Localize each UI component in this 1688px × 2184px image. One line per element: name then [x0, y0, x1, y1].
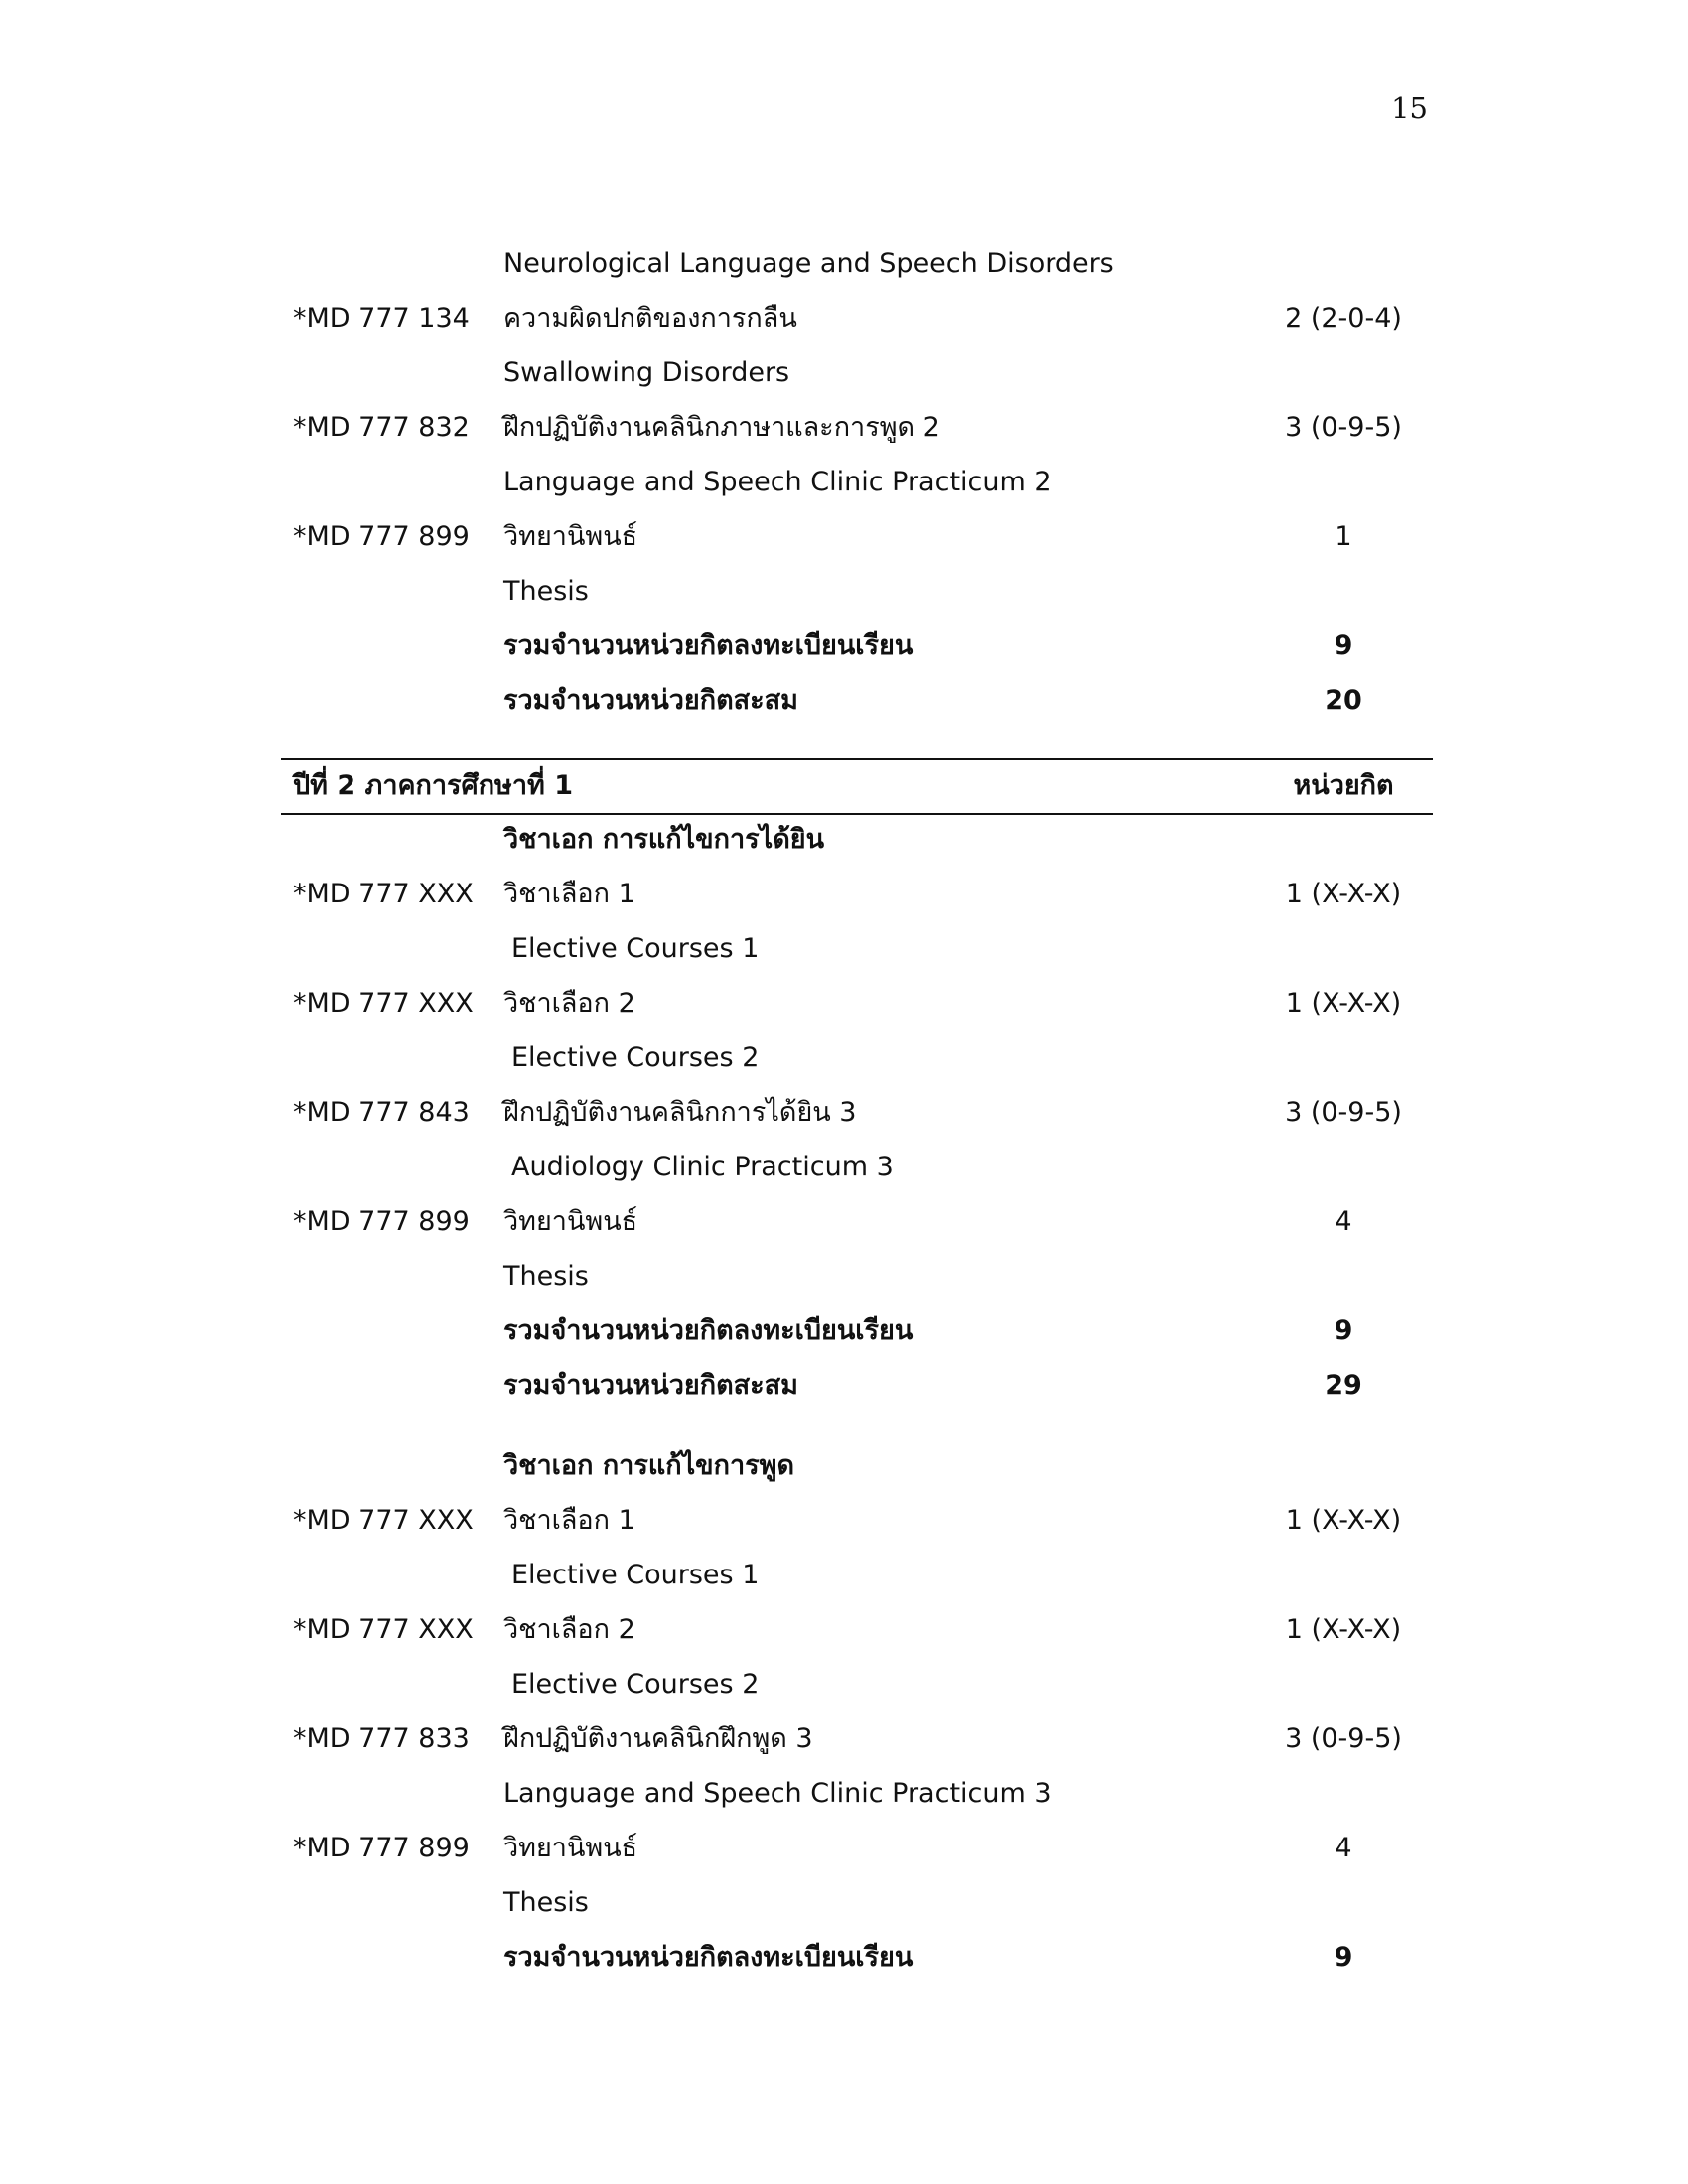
course-row — [281, 404, 1433, 452]
course-credits: 1 — [1335, 521, 1352, 552]
total-accumulated-label: รวมจำนวนหน่วยกิตสะสม — [503, 1370, 798, 1401]
course-title-en-row — [281, 349, 1433, 397]
course-title-en-row — [281, 1253, 1433, 1300]
course-credits: 1 (X-X-X) — [1285, 879, 1402, 909]
course-title-en: Thesis — [503, 576, 589, 607]
total-registered-label: รวมจำนวนหน่วยกิตลงทะเบียนเรียน — [503, 630, 914, 661]
course-title-th: ฝึกปฏิบัติงานคลินิกภาษาและการพูด 2 — [503, 412, 940, 443]
course-credits: 3 (0-9-5) — [1285, 412, 1402, 443]
total-registered-label: รวมจำนวนหน่วยกิตลงทะเบียนเรียน — [503, 1315, 914, 1346]
course-title-en-row — [281, 459, 1433, 506]
course-title-en: Language and Speech Clinic Practicum 3 — [503, 1778, 1052, 1809]
course-title-th: วิชาเลือก 1 — [503, 1505, 635, 1536]
total-accumulated-value: 20 — [1325, 685, 1362, 716]
major-title: วิชาเอก การแก้ไขการพูด — [503, 1450, 794, 1481]
course-title-en: Audiology Clinic Practicum 3 — [511, 1152, 894, 1182]
course-credits: 3 (0-9-5) — [1285, 1097, 1402, 1128]
course-row — [281, 1715, 1433, 1763]
course-credits: 4 — [1335, 1206, 1352, 1237]
course-code: *MD 777 899 — [293, 1833, 470, 1863]
course-title-en-row — [281, 240, 1433, 288]
course-row — [281, 1089, 1433, 1137]
course-title-en: Elective Courses 1 — [511, 1560, 760, 1590]
course-title-th: วิชาเลือก 2 — [503, 1614, 635, 1645]
total-registered-row — [281, 1307, 1433, 1355]
course-title-en: Elective Courses 2 — [511, 1669, 760, 1700]
course-code: *MD 777 XXX — [293, 988, 474, 1019]
course-title-en-row — [281, 1552, 1433, 1599]
course-title-en-row — [281, 925, 1433, 973]
course-code: *MD 777 899 — [293, 1206, 470, 1237]
major-title: วิชาเอก การแก้ไขการได้ยิน — [503, 824, 825, 855]
major-title-row — [281, 1442, 1433, 1490]
semester-title: ปีที่ 2 ภาคการศึกษาที่ 1 — [293, 770, 573, 801]
course-title-th: วิทยานิพนธ์ — [503, 1206, 638, 1237]
total-accumulated-row — [281, 1362, 1433, 1410]
course-title-en: Elective Courses 2 — [511, 1042, 760, 1073]
course-title-en: Language and Speech Clinic Practicum 2 — [503, 467, 1052, 497]
course-row — [281, 1825, 1433, 1872]
header-rule-bottom — [281, 813, 1433, 815]
total-accumulated-label: รวมจำนวนหน่วยกิตสะสม — [503, 685, 798, 716]
page-number: 15 — [1391, 91, 1428, 125]
total-registered-row — [281, 1934, 1433, 1981]
course-credits: 2 (2-0-4) — [1285, 303, 1402, 334]
total-accumulated-row — [281, 677, 1433, 725]
total-accumulated-value: 29 — [1325, 1370, 1362, 1401]
course-row — [281, 1497, 1433, 1545]
course-title-en: Elective Courses 1 — [511, 933, 760, 964]
course-row — [281, 1198, 1433, 1246]
course-code: *MD 777 843 — [293, 1097, 470, 1128]
course-credits: 1 (X-X-X) — [1285, 1614, 1402, 1645]
course-title-th: วิทยานิพนธ์ — [503, 1833, 638, 1863]
course-title-en-row — [281, 1144, 1433, 1191]
course-credits: 4 — [1335, 1833, 1352, 1863]
course-code: *MD 777 XXX — [293, 1614, 474, 1645]
course-code: *MD 777 XXX — [293, 1505, 474, 1536]
course-code: *MD 777 832 — [293, 412, 470, 443]
course-title-en: Thesis — [503, 1261, 589, 1292]
total-registered-label: รวมจำนวนหน่วยกิตลงทะเบียนเรียน — [503, 1942, 914, 1973]
course-code: *MD 777 134 — [293, 303, 470, 334]
course-title-th: วิทยานิพนธ์ — [503, 521, 638, 552]
major-title-row — [281, 816, 1433, 864]
course-title-th: ฝึกปฏิบัติงานคลินิกการได้ยิน 3 — [503, 1097, 857, 1128]
course-title-th: วิชาเลือก 2 — [503, 988, 635, 1019]
course-row — [281, 295, 1433, 342]
course-title-en: Neurological Language and Speech Disorders — [503, 248, 1114, 279]
course-title-en-row — [281, 1770, 1433, 1818]
course-title-en: Swallowing Disorders — [503, 357, 790, 388]
course-credits: 3 (0-9-5) — [1285, 1723, 1402, 1754]
course-row — [281, 513, 1433, 561]
course-code: *MD 777 899 — [293, 521, 470, 552]
course-title-en: Thesis — [503, 1887, 589, 1918]
course-title-en-row — [281, 1034, 1433, 1082]
course-row — [281, 871, 1433, 918]
course-title-en-row — [281, 568, 1433, 615]
course-title-th: ความผิดปกติของการกลืน — [503, 303, 797, 334]
course-code: *MD 777 XXX — [293, 879, 474, 909]
total-registered-row — [281, 622, 1433, 670]
total-registered-value: 9 — [1334, 1315, 1353, 1346]
course-title-th: ฝึกปฏิบัติงานคลินิกฝึกพูด 3 — [503, 1723, 813, 1754]
course-row — [281, 1606, 1433, 1654]
course-code: *MD 777 833 — [293, 1723, 470, 1754]
total-registered-value: 9 — [1334, 630, 1353, 661]
course-credits: 1 (X-X-X) — [1285, 1505, 1402, 1536]
course-title-en-row — [281, 1661, 1433, 1708]
course-credits: 1 (X-X-X) — [1285, 988, 1402, 1019]
credits-column-header: หน่วยกิต — [1293, 770, 1394, 801]
semester-header — [281, 760, 1433, 812]
total-registered-value: 9 — [1334, 1942, 1353, 1973]
course-title-th: วิชาเลือก 1 — [503, 879, 635, 909]
course-title-en-row — [281, 1879, 1433, 1927]
course-row — [281, 980, 1433, 1027]
